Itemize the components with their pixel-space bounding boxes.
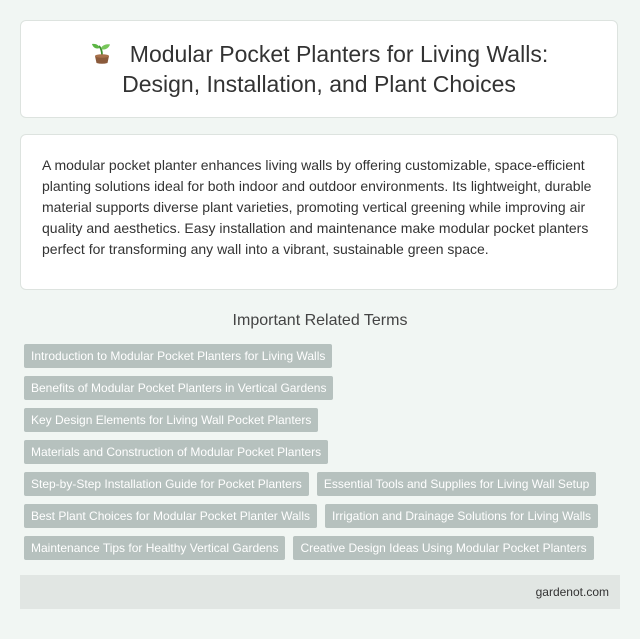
seedling-icon [90,41,114,65]
title-label: Modular Pocket Planters for Living Walls: Design, Installation, and Plant Choices [122,41,549,97]
term-row [24,472,624,504]
term-row [24,408,624,440]
term-tag[interactable]: Irrigation and Drainage Solutions for Living Walls [325,504,598,528]
footer [20,575,620,609]
related-terms-list [24,344,624,568]
term-row [24,376,624,408]
term-tag[interactable]: Key Design Elements for Living Wall Pocket Planters [24,408,318,432]
term-tag[interactable]: Materials and Construction of Modular Pocket Planters [24,440,328,464]
term-tag[interactable]: Creative Design Ideas Using Modular Pocket Planters [293,536,593,560]
term-tag[interactable]: Introduction to Modular Pocket Planters for Living Walls [24,344,332,368]
term-tag[interactable]: Step-by-Step Installation Guide for Pocket Planters [24,472,309,496]
term-tag[interactable]: Maintenance Tips for Healthy Vertical Gardens [24,536,285,560]
term-tag[interactable]: Best Plant Choices for Modular Pocket Planter Walls [24,504,317,528]
related-terms-heading: Important Related Terms [232,312,408,329]
term-row [24,536,624,568]
term-tag[interactable]: Essential Tools and Supplies for Living Wall Setup [317,472,596,496]
footer-site-link[interactable]: gardenot.com [535,585,609,599]
term-tag[interactable]: Benefits of Modular Pocket Planters in Vertical Gardens [24,376,333,400]
summary-text: A modular pocket planter enhances living walls by offering customizable, space-efficient planting solutions ideal for both indoor and outdoor environments. Its lightweight, durable material supports diverse plant varieties, promoting vertical greening while improving air quality and aesthetics. Easy installation and maintenance make modular pocket planters perfect for transforming any wall into a vibrant, sustainable green space. [42,157,592,257]
term-row [24,504,624,536]
term-row [24,440,624,472]
page-title [49,39,589,99]
title-card [20,20,618,118]
term-row [24,344,624,376]
summary-card [20,134,618,290]
